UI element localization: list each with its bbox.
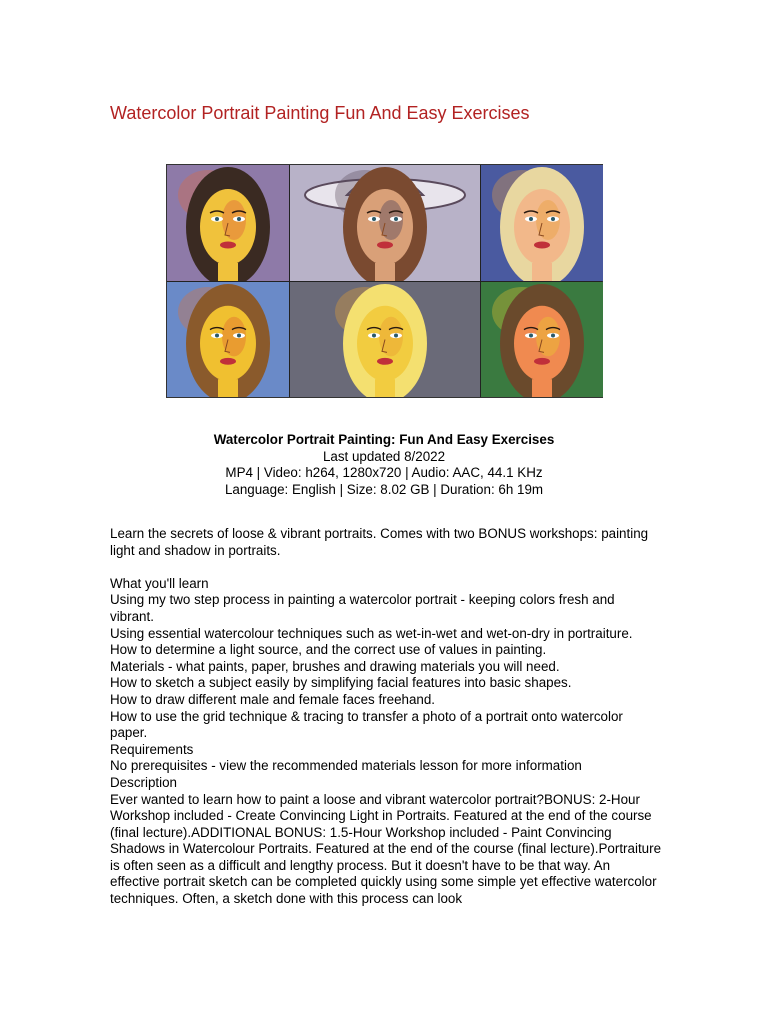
- portrait-1: [167, 165, 289, 281]
- learn-item: Materials - what paints, paper, brushes and drawing materials you will need.: [110, 658, 560, 674]
- requirements-text: No prerequisites - view the recommended materials lesson for more information: [110, 758, 582, 774]
- course-body: [110, 526, 662, 908]
- intro-paragraph: Learn the secrets of loose & vibrant portraits. Comes with two BONUS workshops: painting light and shadow in portraits.: [110, 526, 649, 558]
- learn-heading: What you'll learn: [110, 575, 209, 591]
- learn-item: How to use the grid technique & tracing to transfer a photo of a portrait onto watercolor paper.: [110, 708, 623, 741]
- tech-specs: MP4 | Video: h264, 1280x720 | Audio: AAC, 44.1 KHz: [225, 465, 543, 481]
- last-updated: Last updated 8/2022: [322, 448, 446, 464]
- course-heading: Watercolor Portrait Painting: Fun And Easy Exercises: [213, 432, 555, 447]
- course-info: [0, 432, 768, 498]
- course-meta: Language: English | Size: 8.02 GB | Duration: 6h 19m: [224, 481, 544, 497]
- portrait-6: [481, 282, 603, 397]
- portrait-5: [290, 282, 480, 397]
- learn-item: How to determine a light source, and the correct use of values in painting.: [110, 642, 547, 658]
- learn-item: How to sketch a subject easily by simplifying facial features into basic shapes.: [110, 675, 572, 691]
- description-heading: Description: [110, 774, 177, 790]
- learn-item: How to draw different male and female faces freehand.: [110, 691, 436, 707]
- learn-item: Using my two step process in painting a watercolor portrait - keeping colors fresh and vibrant.: [110, 592, 615, 624]
- requirements-heading: Requirements: [110, 741, 194, 757]
- document-title: Watercolor Portrait Painting Fun And Easy Exercises: [110, 103, 530, 123]
- learn-item: Using essential watercolour techniques such as wet-in-wet and wet-on-dry in portraiture.: [110, 625, 633, 641]
- description-text: Ever wanted to learn how to paint a loose and vibrant watercolor portrait?BONUS: 2-Hour Workshop included - Create Convincing Light in Portraits. Featured at the end of the course (final lecture).ADDITIONAL BONUS: 1.5-Hour Workshop included - Paint Convincing Shadows in Watercolour Portraits. Featured at the end of the course (final lecture).Portraiture is often seen as a difficult and lengthy process. But it doesn't have to be that way. An effective portrait sketch can be completed quickly using some simple yet effective watercolor techniques. Often, a sketch done with this process can look: [110, 791, 662, 907]
- portrait-collage-image: [166, 164, 603, 398]
- portrait-2: [290, 165, 480, 281]
- portrait-3: [481, 165, 603, 281]
- portrait-4: [167, 282, 289, 397]
